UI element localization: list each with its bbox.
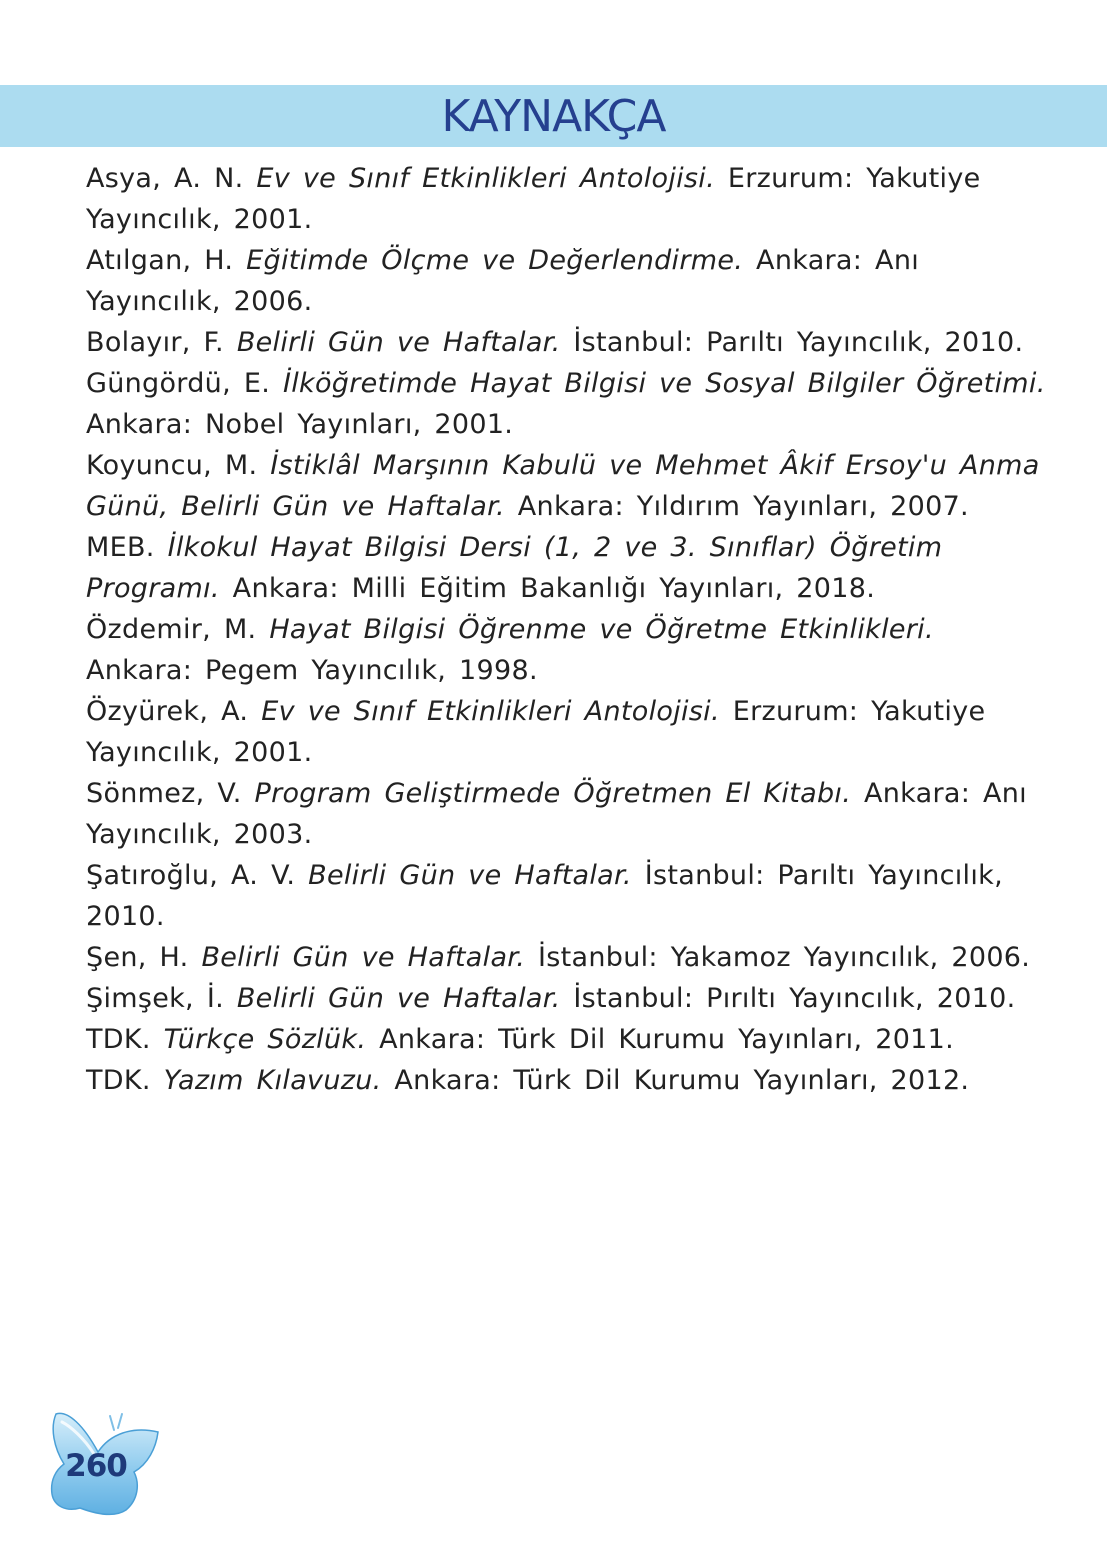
reference-publisher: Ankara: Pegem Yayıncılık, 1998. bbox=[86, 655, 538, 686]
reference-item bbox=[86, 609, 1046, 691]
reference-book-title: Ev ve Sınıf Etkinlikleri Antolojisi. bbox=[256, 163, 715, 194]
reference-author: Atılgan, H. bbox=[86, 245, 234, 276]
reference-book-title: Eğitimde Ölçme ve Değerlendirme. bbox=[246, 245, 744, 276]
reference-author: Özyürek, A. bbox=[86, 696, 249, 727]
reference-list bbox=[86, 158, 1046, 1101]
reference-author: Bolayır, F. bbox=[86, 327, 224, 358]
reference-author: TDK. bbox=[86, 1024, 151, 1055]
reference-publisher: Ankara: Nobel Yayınları, 2001. bbox=[86, 409, 514, 440]
reference-publisher: Ankara: Türk Dil Kurumu Yayınları, 2011. bbox=[379, 1024, 955, 1055]
page-number: 260 bbox=[65, 1448, 127, 1484]
reference-author: Şatıroğlu, A. V. bbox=[86, 860, 296, 891]
reference-publisher: Ankara: Türk Dil Kurumu Yayınları, 2012. bbox=[394, 1065, 970, 1096]
reference-author: Şen, H. bbox=[86, 942, 189, 973]
reference-item bbox=[86, 322, 1046, 363]
reference-item bbox=[86, 855, 1046, 937]
reference-book-title: İlkokul Hayat Bilgisi Dersi (1, 2 ve 3. Sınıflar) Öğretim Programı. bbox=[86, 532, 943, 604]
reference-item bbox=[86, 158, 1046, 240]
reference-author: Şimşek, İ. bbox=[86, 983, 224, 1014]
reference-publisher: İstanbul: Parıltı Yayıncılık, 2010. bbox=[86, 860, 1003, 932]
reference-publisher: İstanbul: Yakamoz Yayıncılık, 2006. bbox=[538, 942, 1031, 973]
reference-publisher: Ankara: Yıldırım Yayınları, 2007. bbox=[517, 491, 969, 522]
reference-book-title: İlköğretimde Hayat Bilgisi ve Sosyal Bilgiler Öğretimi. bbox=[282, 368, 1046, 399]
reference-item bbox=[86, 978, 1046, 1019]
reference-author: MEB. bbox=[86, 532, 155, 563]
reference-item bbox=[86, 363, 1046, 445]
reference-book-title: Hayat Bilgisi Öğrenme ve Öğretme Etkinlikleri. bbox=[269, 614, 934, 645]
reference-publisher: İstanbul: Parıltı Yayıncılık, 2010. bbox=[573, 327, 1024, 358]
reference-item bbox=[86, 445, 1046, 527]
reference-item bbox=[86, 937, 1046, 978]
reference-publisher: İstanbul: Pırıltı Yayıncılık, 2010. bbox=[573, 983, 1016, 1014]
reference-publisher: Erzurum: Yakutiye Yayıncılık, 2001. bbox=[86, 163, 981, 235]
reference-publisher: Ankara: Anı Yayıncılık, 2003. bbox=[86, 778, 1027, 850]
reference-author: Asya, A. N. bbox=[86, 163, 244, 194]
reference-item bbox=[86, 1019, 1046, 1060]
reference-item bbox=[86, 691, 1046, 773]
reference-book-title: Belirli Gün ve Haftalar. bbox=[236, 983, 561, 1014]
reference-author: Sönmez, V. bbox=[86, 778, 242, 809]
reference-book-title: Yazım Kılavuzu. bbox=[163, 1065, 382, 1096]
reference-item bbox=[86, 773, 1046, 855]
reference-book-title: İstiklâl Marşının Kabulü ve Mehmet Âkif Ersoy'u Anma Günü, Belirli Gün ve Haftalar. bbox=[86, 450, 1040, 522]
reference-book-title: Belirli Gün ve Haftalar. bbox=[308, 860, 632, 891]
reference-publisher: Ankara: Anı Yayıncılık, 2006. bbox=[86, 245, 920, 317]
reference-publisher: Erzurum: Yakutiye Yayıncılık, 2001. bbox=[86, 696, 986, 768]
page-title: KAYNAKÇA bbox=[441, 91, 666, 142]
reference-book-title: Türkçe Sözlük. bbox=[163, 1024, 367, 1055]
reference-item bbox=[86, 1060, 1046, 1101]
reference-author: Güngördü, E. bbox=[86, 368, 271, 399]
reference-item bbox=[86, 527, 1046, 609]
title-band bbox=[0, 85, 1107, 147]
reference-book-title: Program Geliştirmede Öğretmen El Kitabı. bbox=[254, 778, 852, 809]
reference-author: TDK. bbox=[86, 1065, 151, 1096]
reference-book-title: Belirli Gün ve Haftalar. bbox=[236, 327, 561, 358]
reference-publisher: Ankara: Milli Eğitim Bakanlığı Yayınları, 2018. bbox=[232, 573, 876, 604]
reference-book-title: Belirli Gün ve Haftalar. bbox=[201, 942, 526, 973]
reference-item bbox=[86, 240, 1046, 322]
reference-author: Koyuncu, M. bbox=[86, 450, 258, 481]
reference-book-title: Ev ve Sınıf Etkinlikleri Antolojisi. bbox=[261, 696, 720, 727]
reference-author: Özdemir, M. bbox=[86, 614, 257, 645]
